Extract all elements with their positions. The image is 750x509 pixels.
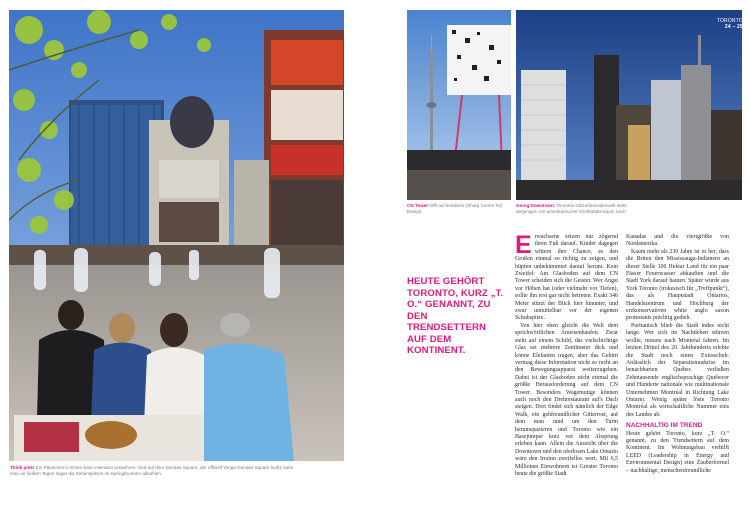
article-paragraph: Kaum mehr als 230 Jahre ist es her, dass die Briten den Mississauga-Indianern an dieser Stelle 100 Hektar Land für ein paar Fässer Feuerwasser abkauften und die Stadt York darauf bauten. Später wurde aus York Toronto (irokesisch für „Treffpunkt“), das als Hauptstadt Ontarios, Handelszentrum und Hochburg der erzkonservativen white anglo saxon protestants prächtig gedieh. [626,248,729,322]
article-paragraph: Puritanisch blieb die Stadt indes nicht lange. Wer sich im Nachtleben stürzen wollte, musste nach Montréal fahren. Im letzten Drittel des 20. Jahrhunderts erlebte die Stadt noch einen Extraschub. Anlässlich der Separatismuskrise im benachbarten Québec verließen Zehntausende englischsprachige Quebecer und Hunderte nationale wie multinationale Unternehmen Montréal in Richtung Lake Ontario. Wenig später löste Toronto Montréal als wirtschaftliche Nummer eins des Landes ab. [626,322,729,418]
article-paragraph: Von hier oben gleicht die Welt dem sprichwörtlichen Ameisenhaufen. Zwar steht auf einem Schild, das vielschichtige Glas sei mehrere Zentimeter dick und könne Elefanten tragen, aber das Gehirn vermag diese Information nicht so recht an den Bewegungsapparat weiterzugeben. Dabei ist der Glasboden nicht einmal die größte Herausforderung auf dem CN Tower. Besonders Wagemutige können auch noch den Drehrestaurant auf's Dach steigen. Dort findet sich nämlich der Edge Walk, ein gehfreundlicher Gitterrost, auf dem man rund um den Turm herumspazieren und Toronto wie ein Basejumper kurz vor dem Absprung erleben kann. Allein die Aussicht über die Downtown und den uferlosen Lake Ontario wäre den Irrsinn zweifellos wert. Mit 6,5 Millionen Einwohnern ist Greater Toronto heute die größte Stadt [515,322,618,477]
downtown-caption-lead: Going Downtown: [516,203,556,208]
main-photo-caption [10,465,300,477]
dundas-square-photo [9,10,344,461]
downtown-photo-caption [516,203,636,215]
article-paragraph: Kanadas und die viertgrößte von Nordamerika. [626,234,729,248]
downtown-caption-text: Torontos Glitzerfassadenwelt steht derjenigen US-amerikanischer Großstädte kaum nach [516,203,627,214]
pull-quote: HEUTE GEHÖRT TORONTO, KURZ „T. O.“ GENANNT, ZU DEN TRENDSETTERN AUF DEM KONTINENT. [407,276,504,356]
article-column-1 [515,231,618,478]
page-folio [698,18,743,30]
cn-tower-photo [407,10,511,200]
article-paragraph: Heute gehört Toronto, kurz „T. O.“ genannt, zu den Trendsettern auf dem Kontinent. Im Wohnungsbau verhilft LEED (Leadership in Energy and Environmental Design) eine Zauberformel – nachhaltige, menschenfreundliche [626,430,729,474]
article-paragraph [515,231,618,323]
section-subhead: NACHHALTIG IM TREND [626,422,703,430]
folio-section: TORONTO [716,18,743,24]
tower-caption-text: trifft auf kreatives (Sharp Centre for) Design. [407,203,503,214]
article-column-2 [626,234,729,475]
paragraph-text: rwachsene setzen nur zögernd ihren Fuß darauf. Kinder dagegen wittern ihre Chance, es den Großen einmal so richtig zu zeigen, und hüpfen unbekümmert darauf herum. Kein Zweifel: Am Glasboden auf dem CN Tower scheiden sich die Geister. Wer Angst vor Höhen hat (oder vielmehr vor Tiefen), sollte ihn erst gar nicht betreten. Exakt 346 Meter stürzt der Blick hier hinunter, und zwar unmittelbar vor der eigenen Schuhspitze. [515,234,618,322]
main-caption-lead: Think pink! [10,465,35,470]
drop-cap: E [515,231,532,259]
main-caption-text: Ein Päuschen in Ehren kann niemand verwehren. Und auf dem Dundas Square, der offiziell Yonge-Dundas Square heißt, kann man an heißen Tagen sogar die Zehenspitzen im Springbrunnen abkühlen. [10,465,294,476]
downtown-skyline-photo [516,10,742,200]
folio-page-numbers: 24 – 25 [724,24,743,30]
tower-caption-lead: CN Tower [407,203,429,208]
tower-photo-caption [407,203,511,215]
